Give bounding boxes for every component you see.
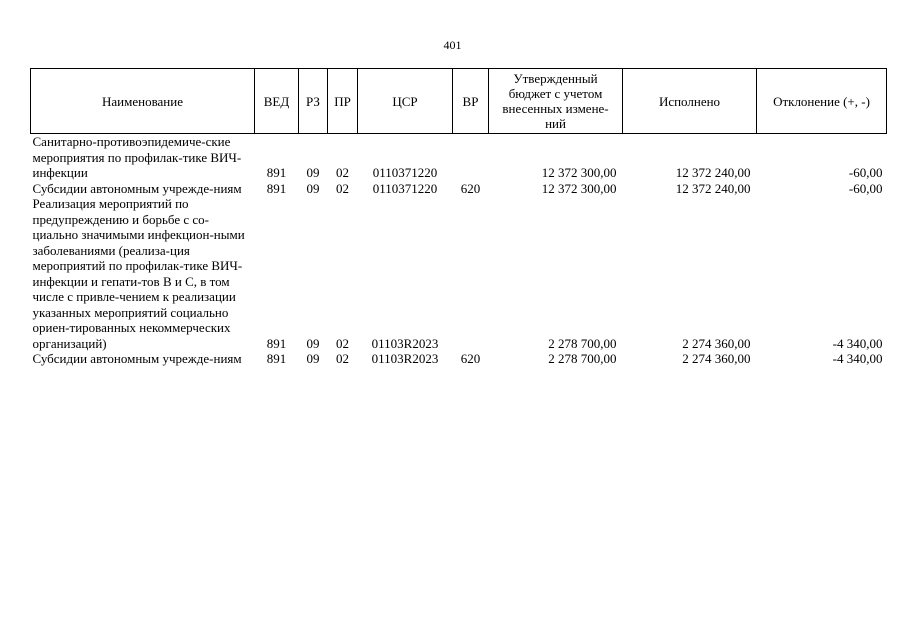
table-row [31, 134, 887, 181]
row-name: Санитарно-противоэпидемиче-ские мероприятия по профилак-тике ВИЧ-инфекции [32, 134, 242, 180]
table-row [31, 181, 887, 197]
row-pr: 02 [336, 351, 349, 366]
header-vr: ВР [453, 69, 489, 134]
row-deviation: -4 340,00 [832, 351, 883, 366]
row-budget: 12 372 300,00 [541, 180, 617, 196]
row-name: Субсидии автономным учрежде-ниям [32, 351, 242, 366]
row-ved: 891 [266, 351, 287, 366]
row-deviation: -4 340,00 [832, 335, 883, 351]
row-executed: 2 274 360,00 [682, 335, 751, 351]
row-rz: 09 [306, 335, 320, 351]
row-executed: 12 372 240,00 [675, 165, 751, 180]
table-body [31, 134, 887, 367]
row-rz: 09 [306, 165, 320, 180]
table-header [31, 69, 887, 134]
budget-table [30, 68, 887, 367]
row-budget: 12 372 300,00 [541, 165, 617, 180]
header-deviation: Отклонение (+, -) [757, 69, 887, 134]
row-deviation: -60,00 [848, 165, 883, 180]
row-csr: 01103R2023 [371, 351, 439, 366]
row-executed: 2 274 360,00 [682, 351, 751, 366]
table-row [31, 351, 887, 367]
header-pr: ПР [328, 69, 358, 134]
row-rz: 09 [306, 180, 320, 196]
row-name: Субсидии автономным учрежде-ниям [32, 180, 242, 196]
header-name: Наименование [31, 69, 255, 134]
row-csr: 0110371220 [372, 180, 438, 196]
row-executed: 12 372 240,00 [675, 180, 751, 196]
row-vr: 620 [460, 351, 481, 366]
header-rz: РЗ [299, 69, 328, 134]
row-ved: 891 [266, 180, 287, 196]
row-pr: 02 [336, 335, 349, 351]
header-csr: ЦСР [358, 69, 453, 134]
header-ved: ВЕД [255, 69, 299, 134]
row-budget: 2 278 700,00 [548, 351, 617, 366]
row-vr: 620 [460, 180, 481, 196]
header-executed: Исполнено [623, 69, 757, 134]
table-row [31, 196, 887, 351]
row-ved: 891 [266, 165, 287, 180]
row-ved: 891 [266, 335, 287, 351]
row-pr: 02 [336, 180, 349, 196]
row-deviation: -60,00 [848, 180, 883, 196]
row-vr [453, 134, 489, 181]
row-budget: 2 278 700,00 [548, 335, 617, 351]
row-pr: 02 [336, 165, 349, 180]
header-budget: Утвержденный бюджет с учетом внесенных измене-ний [489, 69, 623, 134]
row-vr [453, 196, 489, 351]
row-name: Реализация мероприятий по предупреждению и борьбе с со-циально значимыми инфекцион-ными заболеваниями (реализа-ция мероприятий по профилак-тике ВИЧ-инфекции и гепати-тов B и C, в том числе с привле-чением к реализации указанных мероприятий социально ориен-тированных некоммерческих организаций) [32, 196, 245, 351]
row-rz: 09 [306, 351, 320, 366]
row-csr: 0110371220 [372, 165, 438, 180]
row-csr: 01103R2023 [371, 335, 439, 351]
page-number: 401 [443, 38, 462, 52]
